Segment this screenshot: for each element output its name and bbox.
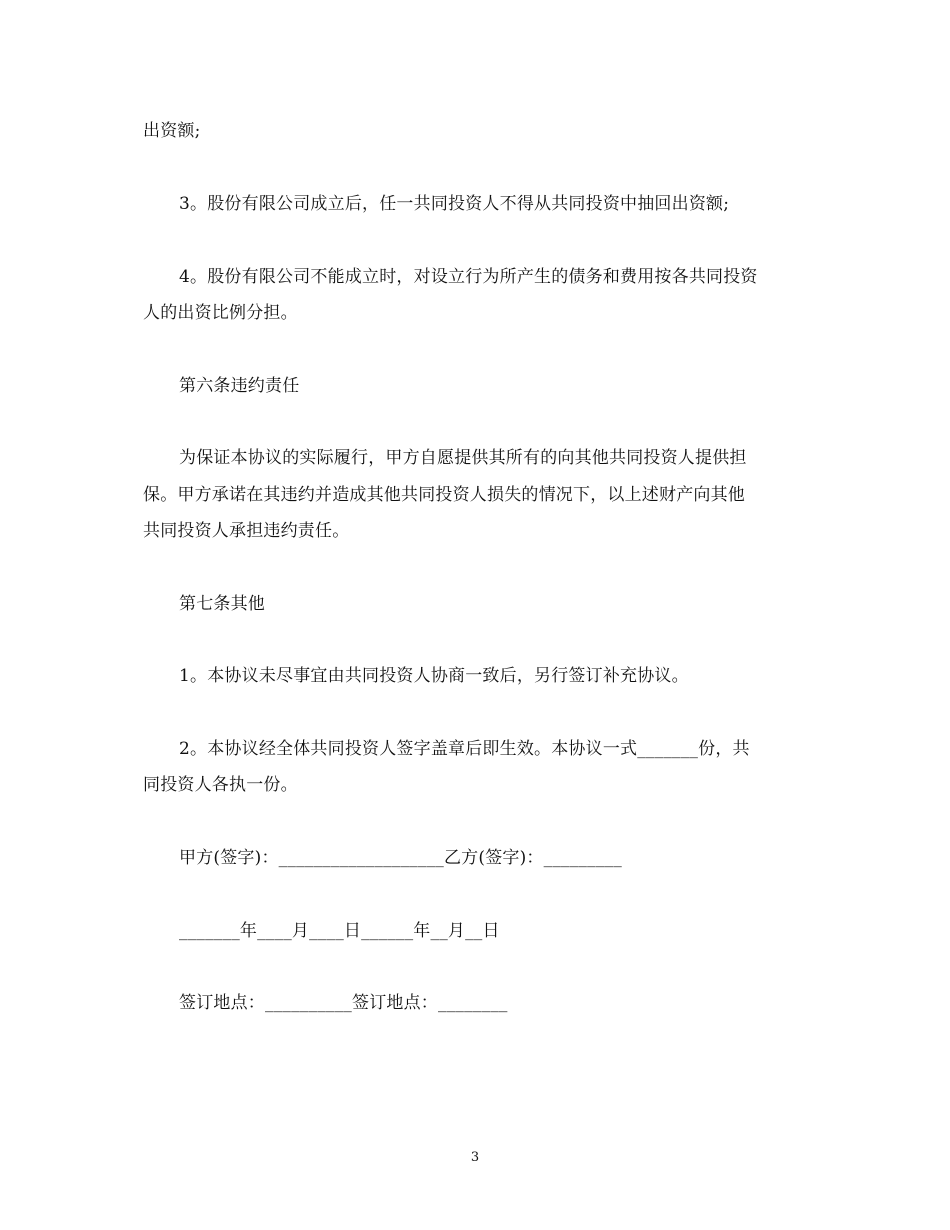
article-7-clause-2-continued: 同投资人各执一份。	[143, 775, 298, 795]
article-6-heading: 第六条违约责任	[179, 376, 300, 396]
clause-4-line: 4。股份有限公司不能成立时，对设立行为所产生的债务和费用按各共同投资	[179, 267, 758, 287]
signature-line: 甲方(签字)：___________________乙方(签字)：_________	[179, 848, 622, 868]
article-6-body-line: 保。甲方承诺在其违约并造成其他共同投资人损失的情况下，以上述财产向其他	[143, 485, 745, 505]
signing-location-line: 签订地点：__________签订地点：________	[179, 993, 508, 1013]
paragraph-line: 出资额;	[143, 121, 201, 141]
clause-3-line: 3。股份有限公司成立后，任一共同投资人不得从共同投资中抽回出资额;	[179, 194, 730, 214]
article-7-clause-2: 2。本协议经全体共同投资人签字盖章后即生效。本协议一式_______份，共	[179, 739, 750, 759]
article-7-heading: 第七条其他	[179, 594, 265, 614]
article-6-body-line: 共同投资人承担违约责任。	[143, 521, 350, 541]
article-7-clause-1: 1。本协议未尽事宜由共同投资人协商一致后，另行签订补充协议。	[179, 666, 689, 686]
page-number: 3	[470, 1150, 480, 1165]
clause-4-line-continued: 人的出资比例分担。	[143, 303, 298, 323]
article-6-body-line: 为保证本协议的实际履行，甲方自愿提供其所有的向其他共同投资人提供担	[179, 448, 747, 468]
date-line: _______年____月____日______年__月__日	[179, 921, 500, 941]
